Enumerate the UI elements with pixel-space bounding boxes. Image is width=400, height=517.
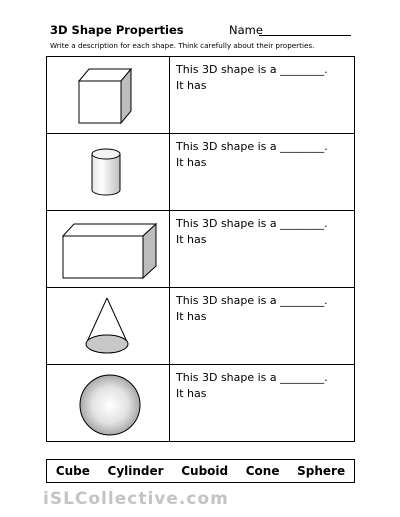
- shape-row: [47, 288, 355, 365]
- shape-row: [47, 134, 355, 211]
- word-bank-item: Cylinder: [107, 464, 164, 478]
- description-line-2: It has: [176, 310, 207, 323]
- description-cell[interactable]: [170, 57, 355, 134]
- description-line-1: This 3D shape is a ________.: [176, 217, 328, 230]
- sphere-icon: [47, 365, 169, 441]
- description-cell[interactable]: [170, 288, 355, 365]
- shape-row: [47, 365, 355, 442]
- word-bank-item: Cone: [245, 464, 280, 478]
- name-label: Name: [229, 23, 263, 37]
- shape-picture-cell: [47, 211, 170, 288]
- shape-row: [47, 211, 355, 288]
- cone-icon: [47, 288, 169, 364]
- shape-picture-cell: [47, 288, 170, 365]
- worksheet-title: 3D Shape Properties: [50, 23, 184, 37]
- description-cell[interactable]: [170, 365, 355, 442]
- word-bank: [46, 459, 355, 483]
- shape-picture-cell: [47, 134, 170, 211]
- description-line-1: This 3D shape is a ________.: [176, 294, 328, 307]
- cube-icon: [47, 57, 169, 133]
- instructions: Write a description for each shape. Think carefully about their properties.: [50, 41, 315, 50]
- description-cell[interactable]: [170, 134, 355, 211]
- word-bank-item: Cube: [55, 464, 90, 478]
- shape-picture-cell: [47, 365, 170, 442]
- description-line-2: It has: [176, 387, 207, 400]
- watermark: iSLCollective.com: [43, 489, 229, 509]
- description-line-2: It has: [176, 233, 207, 246]
- shape-row: [47, 57, 355, 134]
- description-cell[interactable]: [170, 211, 355, 288]
- description-line-1: This 3D shape is a ________.: [176, 371, 328, 384]
- shape-picture-cell: [47, 57, 170, 134]
- description-line-2: It has: [176, 79, 207, 92]
- name-line: [259, 35, 351, 36]
- description-line-1: This 3D shape is a ________.: [176, 140, 328, 153]
- description-line-1: This 3D shape is a ________.: [176, 63, 328, 76]
- word-bank-item: Cuboid: [181, 464, 229, 478]
- cylinder-icon: [47, 134, 169, 210]
- cuboid-icon: [47, 211, 169, 287]
- description-line-2: It has: [176, 156, 207, 169]
- word-bank-item: Sphere: [297, 464, 346, 478]
- shape-table: [46, 56, 355, 442]
